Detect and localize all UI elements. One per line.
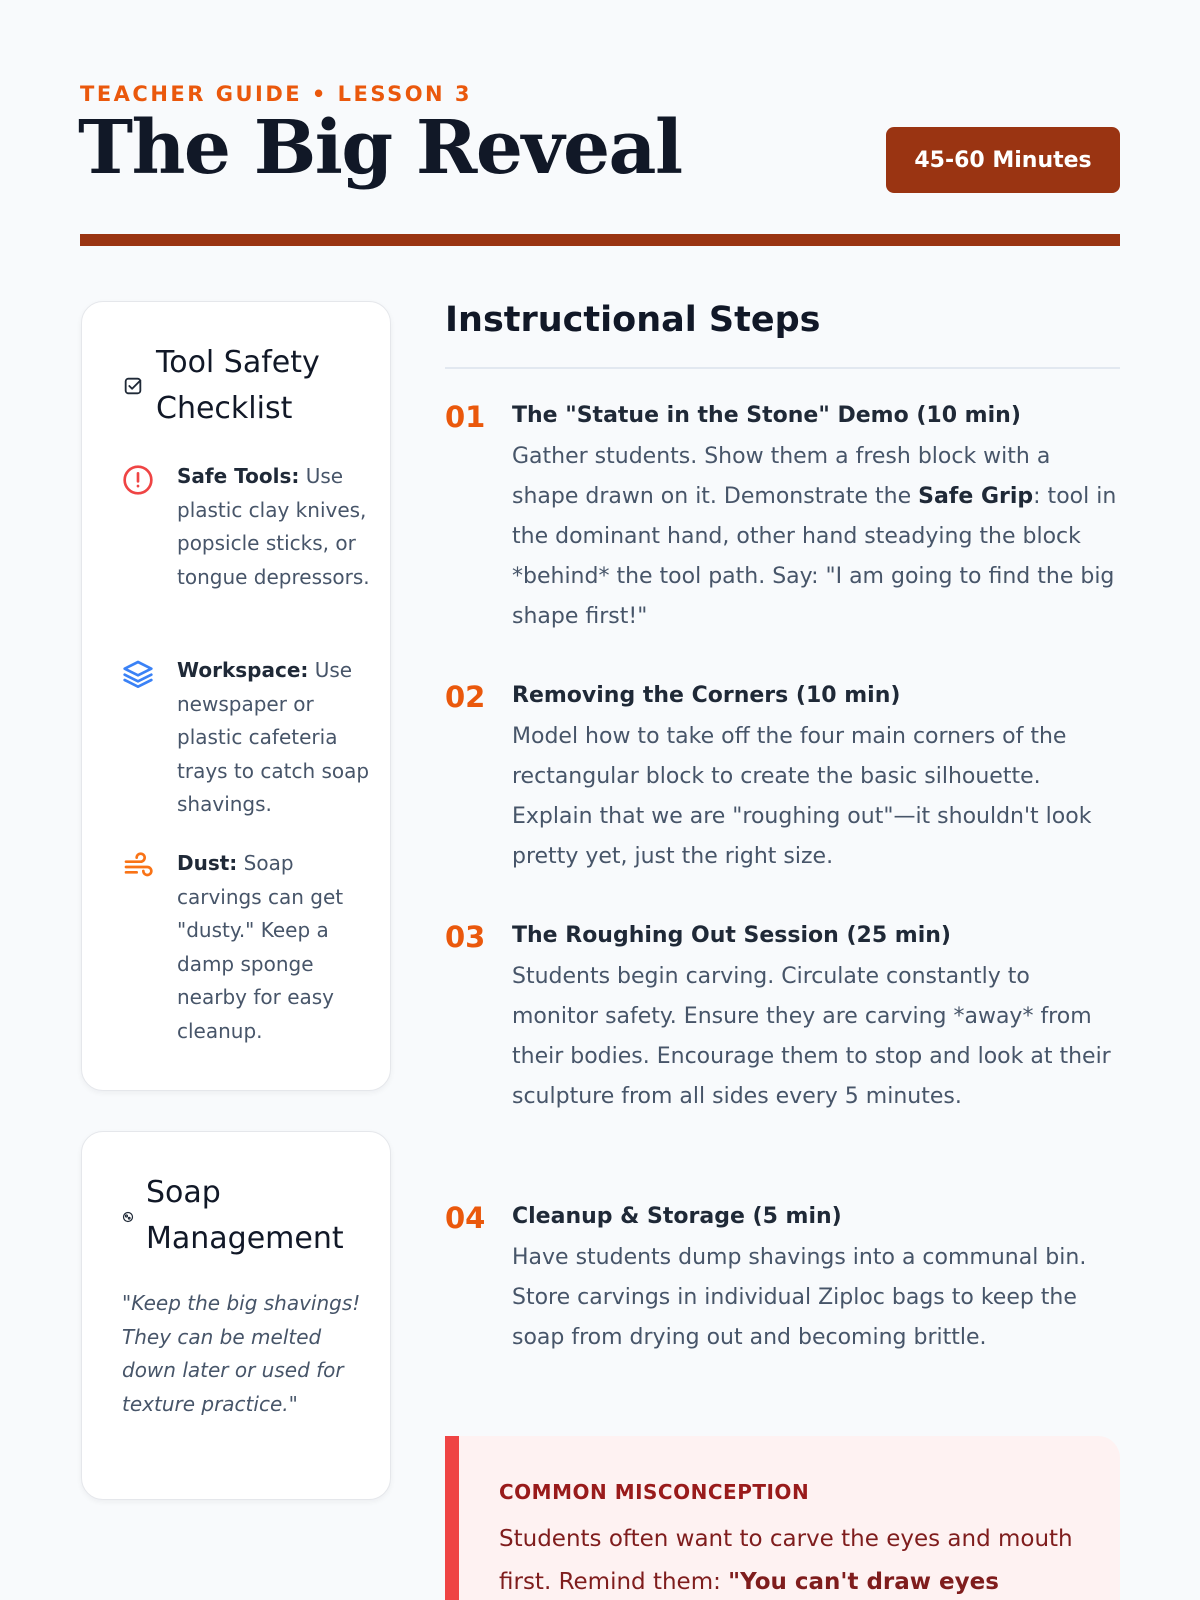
checklist-item-label: Dust: xyxy=(177,851,238,875)
soap-management-card xyxy=(81,1131,391,1500)
step-title: Cleanup & Storage (5 min) xyxy=(512,1204,842,1229)
step-body-text: Gather students. Show them a fresh block with a shape drawn on it. Demonstrate the xyxy=(512,444,1051,509)
checklist-item-text xyxy=(177,654,372,822)
tool-safety-title xyxy=(156,340,320,432)
step-body: Have students dump shavings into a communal bin. Store carvings in individual Ziploc bags to keep the soap from drying out and becoming brittle. xyxy=(512,1245,1087,1350)
alert-circle-icon xyxy=(122,464,154,496)
layers-icon xyxy=(122,658,154,690)
callout-emphasis: "You can't draw eyes xyxy=(728,1569,999,1595)
soap-management-title-line1: Soap xyxy=(146,1175,221,1210)
checklist-item-description: Use newspaper or plastic cafeteria trays to catch soap shavings. xyxy=(177,658,370,816)
step-title: The "Statue in the Stone" Demo (10 min) xyxy=(512,403,1021,428)
checklist-item-description: Use plastic clay knives, popsicle sticks, or tongue depressors. xyxy=(177,464,370,589)
step-number: 02 xyxy=(445,680,486,714)
step-body-text: : tool in the dominant hand, other hand steadying the block *behind* the tool path. Say: "I am going to find the big shape first!" xyxy=(512,484,1117,629)
checklist-item-label: Workspace: xyxy=(177,658,309,682)
step-number: 04 xyxy=(445,1201,486,1235)
lesson-eyebrow: TEACHER GUIDE • LESSON 3 xyxy=(80,82,473,106)
step-number: 03 xyxy=(445,920,486,954)
callout-body xyxy=(499,1518,1099,1600)
callout-label: COMMON MISCONCEPTION xyxy=(499,1480,810,1504)
callout-text: Students often want to carve the eyes and mouth first. Remind them: xyxy=(499,1526,1073,1595)
tool-safety-title-line2: Checklist xyxy=(156,391,293,426)
tool-safety-title-line1: Tool Safety xyxy=(156,345,320,380)
step-body-emphasis: Safe Grip xyxy=(918,484,1034,509)
wind-icon xyxy=(122,851,154,883)
soap-management-title xyxy=(146,1170,344,1262)
checkbox-icon xyxy=(122,375,144,397)
header-divider xyxy=(80,234,1120,246)
duration-badge: 45-60 Minutes xyxy=(886,127,1120,193)
soap-icon xyxy=(122,1210,134,1222)
page-title: The Big Reveal xyxy=(78,105,682,191)
checklist-item-label: Safe Tools: xyxy=(177,464,300,488)
misconception-callout xyxy=(445,1436,1120,1600)
step-number: 01 xyxy=(445,400,486,434)
soap-management-header xyxy=(122,1170,344,1262)
step-title: The Roughing Out Session (25 min) xyxy=(512,923,951,948)
steps-heading: Instructional Steps xyxy=(445,300,821,340)
checklist-item-description: Soap carvings can get "dusty." Keep a damp sponge nearby for easy cleanup. xyxy=(177,851,344,1043)
tool-safety-header xyxy=(122,340,320,432)
checklist-item-text xyxy=(177,847,372,1048)
tool-safety-card xyxy=(81,301,391,1091)
step-body: Students begin carving. Circulate constantly to monitor safety. Ensure they are carving *away* from their bodies. Encourage them to stop and look at their sculpture from all sides every 5 minutes. xyxy=(512,964,1111,1109)
step-title: Removing the Corners (10 min) xyxy=(512,683,901,708)
soap-tip-quote: "Keep the big shavings! They can be melted down later or used for texture practice." xyxy=(122,1291,361,1416)
checklist-item-text xyxy=(177,460,372,594)
step-body xyxy=(512,437,1117,637)
steps-divider xyxy=(445,367,1120,369)
step-body: Model how to take off the four main corners of the rectangular block to create the basic silhouette. Explain that we are "roughing out"—it shouldn't look pretty yet, just the right size. xyxy=(512,724,1092,869)
soap-management-title-line2: Management xyxy=(146,1221,344,1256)
